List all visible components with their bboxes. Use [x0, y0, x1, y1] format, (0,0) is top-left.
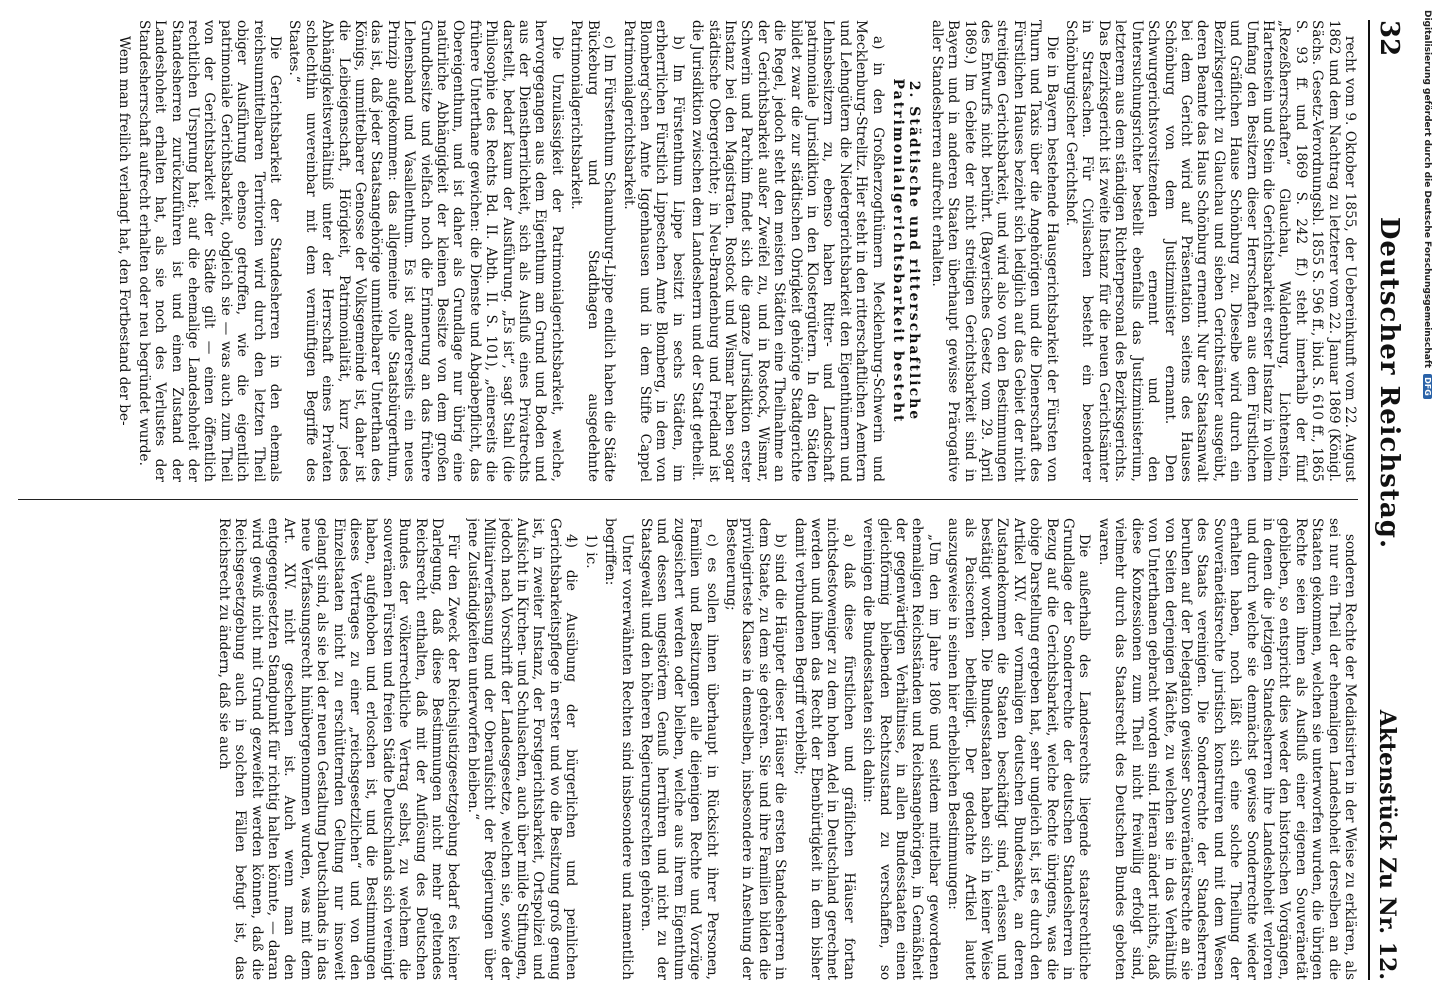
right-text-column	[18, 518, 1358, 980]
dfg-logo: DFG	[1423, 374, 1432, 399]
column-divider	[18, 499, 1358, 500]
right-column-paragraph: 1) ic.	[582, 534, 599, 569]
right-column-paragraph: sonderen Rechte der Mediatisirten in der Weise zu erklären, als sei nur ein Theil der ehemaligen Landeshoheit derselben an die Staaten gekommen, welchen sie unterworfen wurden, die übrigen Rechte seien ihnen als Ausfluß einer eigenen Souveränetät geblieben, so entspricht dies weder den historischen Vorgängen, in denen die jetzigen Standesherren ihre Landeshoheit verloren und durch welche sie demnächst gewisse Sonderrechte wieder erhalten haben, noch läßt sich eine solche Theilung der Souveränetätsrechte juristisch konstruiren und mit dem Wesen des Staats vereinigen. Die Sonderrechte der Standesherren beruhen auf der Delegation gewisser Souveränetätsrechte an sie von Seiten derjenigen Mächte, zu welchen sie in das Verhältniß von Unterthanen gebracht worden sind. Hieran ändert nichts, daß diese Konzessionen zum Theil nicht freiwillig erfolgt sind, vielmehr durch das Staatsrecht des Deutschen Bundes geboten waren.	[1095, 518, 1358, 980]
left-column-paragraph: Die Unzulässigkeit der Patrimonialgerichtsbarkeit, welche, hervorgegangen aus dem Eigenthum am Grund und Boden und aus der Dienstherrlichkeit, sich als Ausfluß eines Privatrechts darstellt, bedarf kaum der Ausführung. „Es ist“, sagt Stahl (die Philosophie des Rechts Bd. II. Abth. II. S. 101), „einerseits die frühere Unterthane gewichen: die Dienste und Abgabepflicht, das Obereigenthum, und ist daher als Grundlage nur übrig eine natürliche Abhängigkeit der kleinen Besitze von dem großen Grundbesitze und vielfach noch die Erinnerung an das frühere Lehensband und Vasallenthum. Es ist andererseits ein neues Prinzip aufgekommen: das allgemeine volle Staatsbürgerthum, das ist, daß jeder Staatsangehörige unmittelbarer Unterthan des Königs, unmittelbarer Genosse der Volksgemeinde ist, daher ist die Leibeigenschaft, Hörigkeit, Patrimonialität, kurz jedes Abhängigkeitsverhältniß unter der Herrschaft eines Privaten schlechthin unvereinbar mit dem vernünftigen Begriffe des Staates.“	[286, 20, 565, 482]
left-column-paragraph: c) Im Fürstenthum Schaumburg-Lippe endlich haben die Städte Bückeburg und Stadthagen ausgedehnte Patrimonialgerichtsbarkeit.	[568, 20, 618, 482]
left-column-paragraph: Wenn man freilich verlangt hat, den Fortbestand der be-	[116, 36, 133, 426]
right-column-paragraph: Für den Zweck der Reichsjustizgesetzgebung bedarf es keiner Darlegung, daß diese Bestimmungen nicht mehr geltendes Reichsrecht enthalten, daß mit der Auflösung des Deutschen Bundes der völkerrechtliche Vertrag selbst, zu welchem die souveränen Fürsten und freien Städte Deutschlands sich vereinigt haben, aufgehoben und erloschen ist, und die Bestimmungen dieses Vertrages zu einer „reichsgesetzlichen“ und von den Einzelstaaten nicht zu erschütternden Geltung nur insoweit gelangt sind, als sie bei der neuen Gestaltung Deutschlands in das neue Verfassungsrecht hinübergenommen wurden, was mit dem Art. XIV. nicht geschehen ist. Auch wenn man den entgegengesetzten Standpunkt für richtig halten könnte, — daran wird gewiß nicht mit Grund gezweifelt werden können, daß die Reichsgesetzgebung auch in solchen Fällen befugt ist, das Reichsrecht zu ändern, daß sie auch	[215, 518, 462, 980]
left-column-paragraph: recht vom 9. Oktober 1855, der Uebereinkunft vom 22. August 1862 und dem Nachtrag zu letzterer vom 22. Januar 1869 (Königl. Sächs. Gesetz-Verordnungsbl. 1855 S. 596 ff., ibid. S. 610 ff., 1865 S. 93 ff. und 1869 S. 242 ff.) steht innerhalb der fünf „Rezeßherrschaften“ Glauchau, Waldenburg, Lichtenstein, Hartenstein und Stein die Gerichtsbarkeit erster Instanz in vollem Umfang den Besitzern dieser Herrschaften aus dem Fürstlichen und Gräflichen Hause Schönburg zu. Dieselbe wird durch ein Bezirksgericht zu Glauchau und sieben Gerichtsämter ausgeübt, deren Beamte das Haus Schönburg ernennt. Nur der Staatsanwalt bei dem Gericht wird auf Präsentation seitens des Hauses Schönburg von dem Justizminister ernannt. Den Schwurgerichtsvorsitzenden ernennt und den Untersuchungsrichter bestellt ebenfalls das Justizministerium, letzterem aus dem ständigen Richterpersonal des Bezirksgerichts. Das Bezirksgericht ist zweite Instanz für die neuen Gerichtsämter in Strafsachen. Für Civilsachen besteht ein besonderer Schönburgischer Gerichtshof.	[1063, 20, 1358, 482]
digitization-credit	[1422, 10, 1432, 890]
page-header	[1368, 20, 1412, 980]
left-column-paragraph: Die Gerichtsbarkeit der Standesherren in den ehemals reichsunmittelbaren Territorien wird durch den letzten Theil obiger Ausführung ebenso getroffen, wie die eigentlich patrimoniale Gerichtsbarkeit, obgleich sie — was auch zum Theil von der Gerichtsbarkeit der Städte gilt — einen öffentlich rechtlichen Ursprung hat; auf die ehemalige Landeshoheit der Standesherren zurückzuführen ist und einen Zustand der Landeshoheit erhalten hat, als sie noch des Verlustes der Standesherrschaft aufrecht erhalten oder neu begründet wurde.	[135, 20, 283, 482]
right-column-paragraph: Unter vorerwähnten Rechten sind insbesondere und namentlich begriffen:	[602, 518, 635, 980]
right-column-paragraph: Die außerhalb des Landesrechts liegende staatsrechtliche Grundlage der Sonderrechte der deutschen Standesherren in Bezug auf die Gerichtsbarkeit, welche Rechte übrigens, was die obige Darstellung ergeben hat, sehr ungleich ist, ist es durch den Artikel XIV. der vormaligen deutschen Bundesakte, an deren Zustandekommen die Staaten beschäftigt sind, erlassen und bestätigt worden. Die Bundesstaaten haben sich in keiner Weise als Paciscenten betheiligt. Der gedachte Artikel lautet auszugsweise in seinen hier erheblichen Bestimmungen:	[945, 518, 1093, 980]
left-text-column	[18, 20, 1358, 482]
right-column-paragraph: b) sind die Häupter dieser Häuser die ersten Standesherren in dem Staate, zu dem sie gehören. Sie und ihre Familien bilden die privilegirteste Klasse in demselben, insbesondere in Ansehung der Besteuerung;	[722, 518, 789, 980]
digitization-credit-text: Digitalisierung gefördert durch die Deutsche Forschungsgemeinschaft	[1422, 10, 1432, 369]
appendix-reference: Aktenstück Zu Nr. 12.	[1374, 709, 1400, 980]
running-title: Deutscher Reichstag.	[1374, 216, 1404, 550]
right-column-paragraph: „Um den im Jahre 1806 und seitdem mittelbar gewordenen ehemaligen Reichsständen und Reichsangehörigen, in Gemäßheit der gegenwärtigen Verhältnisse, in allen Bundesstaaten einen gleichförmig bleibenden Rechtszustand zu verschaffen, so vereinigen die Bundesstaaten sich dahin:	[860, 518, 942, 980]
section-heading: 2. Städtische und ritterschaftliche Patrimonialgerichtsbarkeit besteht	[890, 78, 923, 424]
page-number: 32	[1374, 20, 1404, 57]
right-column-paragraph: 4) die Ausübung der bürgerlichen und peinlichen Gerichtsbarkeitspflege in erster und wo die Besitzung groß genug ist, in zweiter Instanz, der Forstgerichtsbarkeit, Ortspolizei und Aufsicht in Kirchen- und Schulsachen, auch über milde Stiftungen, jedoch nach Vorschrift der Landesgesetze, welchen sie, sowie der Militairverfassung und der Oberaufsicht der Regierungen über jene Zuständigkeiten unterworfen bleiben.“	[464, 518, 580, 980]
left-column-paragraph: b) Im Fürstenthum Lippe besitzt in sechs Städten, im erbherrlichen Fürstlich Lippeschen Amte Blomberg, in dem von Blomberg'schen Amte Iggenhausen und in dem Stifte Cappel Patrimonialgerichtsbarkeit.	[620, 20, 686, 482]
right-column-paragraph: c) es sollen ihnen überhaupt in Rücksicht ihrer Personen, Familien und Besitzungen alle diejenigen Rechte und Vorzüge zugesichert werden oder bleiben, welche aus ihrem Eigenthum und dessen ungestörtem Genuß herrühren und nicht zu der Staatsgewalt und den höheren Regierungsrechten gehören.	[637, 518, 720, 980]
left-column-paragraph: Die in Bayern bestehende Hausgerichtsbarkeit der Fürsten von Thurn und Taxis über die Angehörigen und die Dienerschaft des Fürstlichen Hauses bezieht sich lediglich auf das Gebiet der nicht streitigen Gerichtsbarkeit, und wird also von den Bestimmungen des Entwurfs nicht berührt. (Bayerisches Gesetz vom 29. April 1869.) Im Gebiete der nicht streitigen Gerichtsbarkeit sind in Bayern und in anderen Staaten überhaupt gewisse Prärogative aller Standesherren aufrecht erhalten.	[928, 20, 1060, 482]
right-column-paragraph: a) daß diese fürstlichen und gräflichen Häuser fortan nichtsdestoweniger zu dem hohen Adel in Deutschland gerechnet werden und ihnen das Recht der Ebenbürtigkeit in dem bisher damit verbundenen Begriff verbleibt;	[791, 518, 857, 980]
left-column-paragraph: a) in den Großherzogthümern Mecklenburg-Schwerin und Mecklenburg-Strelitz. Hier steht in den ritterschaftlichen Aemtern und Lehngütern die Niedergerichtsbarkeit den Eigenthümern und Lehnsbesitzern zu, ebenso haben Ritter- und Landschaft patrimoniale Jurisdiktion in den Klostergütern. In den Städten bildet zwar die zur städtischen Obrigkeit gehörige Stadtgerichte die Regel, jedoch steht den meisten Städten eine Theilnahme an der Gerichtsbarkeit außer Zweifel zu, und in Rostock, Wismar, Schwerin und Parchim findet sich die ganze Jurisdiktion erster Instanz bei den Magistraten. Rostock und Wismar haben sogar städtische Obergerichte; in Neu-Brandenburg und Friedland ist die Jurisdiktion zwischen dem Landesherrn und der Stadt getheilt.	[689, 20, 886, 482]
